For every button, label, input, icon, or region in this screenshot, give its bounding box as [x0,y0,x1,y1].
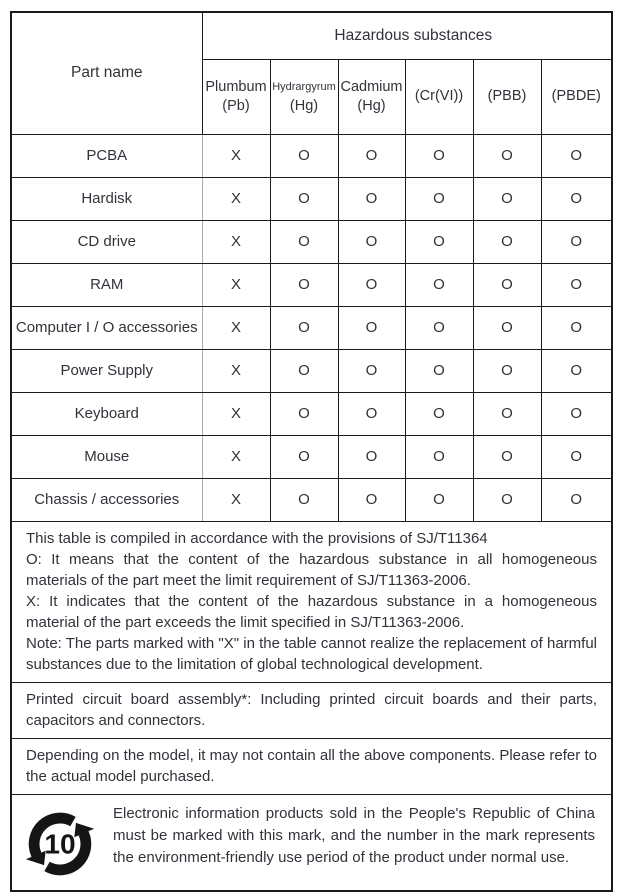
substance-symbol: (Hg) [289,97,319,114]
part-name-cell: Hardisk [12,177,202,220]
value-cell: O [270,263,338,306]
table-row-chassis [12,478,611,521]
part-name-cell: CD drive [12,220,202,263]
value-cell: X [202,435,270,478]
value-cell: O [405,392,473,435]
value-cell: X [202,263,270,306]
value-cell: O [270,435,338,478]
value-cell: O [270,177,338,220]
value-cell: O [338,220,405,263]
value-cell: O [541,478,611,521]
value-cell: O [405,306,473,349]
efup-statement: Electronic information products sold in the People's Republic of China must be marked with this mark, and the number in the mark represents the environment-friendly use period of the product under normal use. [113,805,595,866]
value-cell: O [338,263,405,306]
value-cell: O [405,134,473,177]
value-cell: O [338,177,405,220]
value-cell: O [270,220,338,263]
hazardous-substances-header: Hazardous substances [202,13,611,59]
table-header-row-group [12,13,611,59]
value-cell: O [270,392,338,435]
value-cell: O [541,435,611,478]
substance-name: (Cr(VI)) [414,88,464,104]
o-symbol-note: O: It means that the content of the hazardous substance in all homogeneous materials of the part meet the limit requirement of SJ/T11363-2006. [26,551,597,589]
column-header-pbb [473,59,541,134]
value-cell: O [541,263,611,306]
value-cell: O [338,392,405,435]
hazardous-substances-table [12,13,611,521]
substance-name: Cadmium [340,78,403,95]
value-cell: O [541,177,611,220]
value-cell: O [541,349,611,392]
part-name-cell: Chassis / accessories [12,478,202,521]
part-name-cell: Power Supply [12,349,202,392]
value-cell: O [473,177,541,220]
part-name-cell: RAM [12,263,202,306]
x-symbol-note: X: It indicates that the content of the hazardous substance in a homogeneous material of the part exceeds the limit specified in SJ/T11363-2006. [26,593,597,631]
value-cell: X [202,478,270,521]
part-name-cell: Computer I / O accessories [12,306,202,349]
value-cell: O [473,134,541,177]
value-cell: O [270,478,338,521]
value-cell: O [270,306,338,349]
value-cell: O [541,392,611,435]
value-cell: O [338,306,405,349]
value-cell: O [270,349,338,392]
value-cell: O [541,134,611,177]
table-row-keyboard [12,392,611,435]
value-cell: O [405,220,473,263]
value-cell: O [338,435,405,478]
substance-symbol: (Hg) [357,97,386,114]
value-cell: O [473,349,541,392]
column-header-crvi [405,59,473,134]
value-cell: O [541,220,611,263]
value-cell: O [473,220,541,263]
value-cell: O [473,435,541,478]
pcb-assembly-note-section [12,682,611,738]
rohs-declaration-page [10,11,613,892]
part-name-cell: Keyboard [12,392,202,435]
value-cell: O [405,478,473,521]
column-header-hydrargyrum [270,59,338,134]
value-cell: X [202,134,270,177]
table-row-pcba [12,134,611,177]
value-cell: X [202,177,270,220]
table-row-cd-drive [12,220,611,263]
general-note: Note: The parts marked with "X" in the table cannot realize the replacement of harmful substances due to the limitation of global technological development. [26,635,597,673]
column-header-cadmium [338,59,405,134]
efup-mark-section [12,794,611,890]
substance-name: Plumbum [205,78,267,95]
part-name-cell: PCBA [12,134,202,177]
value-cell: O [405,263,473,306]
substance-name: (PBB) [487,88,527,104]
column-header-plumbum [202,59,270,134]
value-cell: O [473,306,541,349]
part-name-cell: Mouse [12,435,202,478]
value-cell: O [270,134,338,177]
value-cell: O [405,435,473,478]
column-header-pbde [541,59,611,134]
value-cell: O [473,478,541,521]
value-cell: O [541,306,611,349]
table-row-power-supply [12,349,611,392]
efup-number: 10 [44,828,76,860]
value-cell: X [202,306,270,349]
model-variation-note-section [12,738,611,794]
substance-name: Hydrargyrum [272,80,336,93]
compiled-note: This table is compiled in accordance with the provisions of SJ/T11364 [26,530,488,547]
substance-symbol: (Pb) [222,97,250,114]
value-cell: O [338,134,405,177]
value-cell: O [473,263,541,306]
table-row-io-accessories [12,306,611,349]
value-cell: X [202,392,270,435]
pcb-assembly-note: Printed circuit board assembly*: Including printed circuit boards and their parts, capacitors and connectors. [26,691,597,729]
efup-recycle-mark-icon [24,808,96,880]
substance-name: (PBDE) [551,88,601,104]
table-row-hardisk [12,177,611,220]
table-row-mouse [12,435,611,478]
legend-notes-section [12,521,611,682]
value-cell: X [202,349,270,392]
value-cell: X [202,220,270,263]
part-name-header: Part name [12,13,202,134]
value-cell: O [338,478,405,521]
value-cell: O [338,349,405,392]
value-cell: O [405,349,473,392]
model-variation-note: Depending on the model, it may not contain all the above components. Please refer to the actual model purchased. [26,747,597,785]
table-row-ram [12,263,611,306]
value-cell: O [405,177,473,220]
value-cell: O [473,392,541,435]
